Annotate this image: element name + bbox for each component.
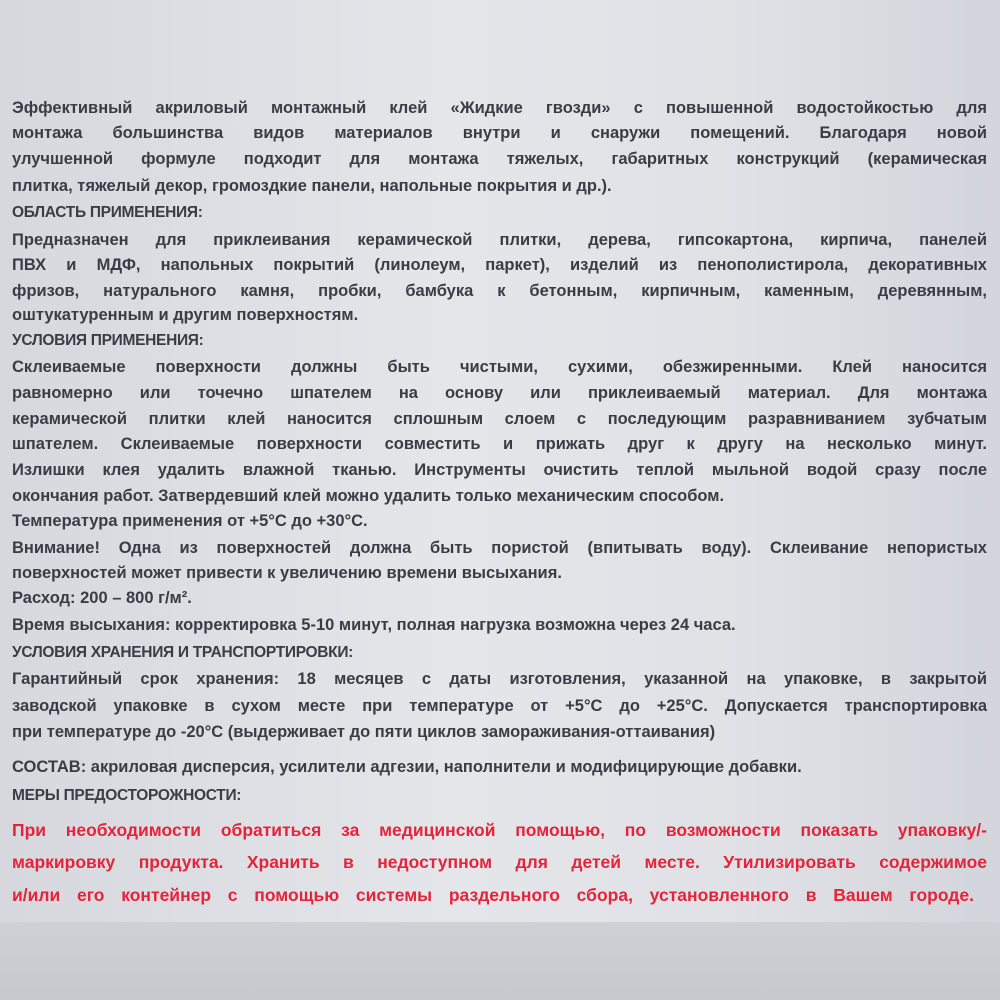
intro-line: улучшенной формуле подходит для монтажа тяжелых, габаритных конструкций (керамическая <box>12 150 987 168</box>
storage-line: при температуре до -20°С (выдерживает до пяти циклов замораживания-оттаивания) <box>12 723 716 741</box>
usage-line: керамической плитки клей наносится сплошным слоем с последующим разравниванием зубчатым <box>12 410 987 428</box>
application-line: Предназначен для приклеивания керамической плитки, дерева, гипсокартона, кирпича, панелей <box>12 231 987 249</box>
intro-line: монтажа большинства видов материалов внутри и снаружи помещений. Благодаря новой <box>12 124 987 142</box>
usage-line: поверхностей может привести к увеличению времени высыхания. <box>12 564 562 582</box>
usage-line: окончания работ. Затвердевший клей можно удалить только механическим способом. <box>12 487 725 505</box>
application-line: ПВХ и МДФ, напольных покрытий (линолеум, паркет), изделий из пенополистирола, декоративных <box>12 256 987 274</box>
background-edge <box>0 922 1000 1000</box>
usage-line: Внимание! Одна из поверхностей должна быть пористой (впитывать воду). Склеивание непористых <box>12 539 987 557</box>
usage-drying-time: Время высыхания: корректировка 5-10 минут, полная нагрузка возможна через 24 часа. <box>12 616 736 634</box>
section-heading-usage-conditions: УСЛОВИЯ ПРИМЕНЕНИЯ: <box>12 332 204 349</box>
storage-line: Гарантийный срок хранения: 18 месяцев с даты изготовления, указанной на упаковке, в закрытой <box>12 670 987 688</box>
usage-line: Склеиваемые поверхности должны быть чистыми, сухими, обезжиренными. Клей наносится <box>12 358 987 376</box>
precaution-line: маркировку продукта. Хранить в недоступном для детей месте. Утилизировать содержимое <box>12 852 987 872</box>
intro-line: Эффективный акриловый монтажный клей «Жидкие гвозди» с повышенной водостойкостью для <box>12 99 987 117</box>
precaution-line: и/или его контейнер с помощью системы раздельного сбора, установленного в Вашем городе. <box>12 885 974 905</box>
section-heading-storage: УСЛОВИЯ ХРАНЕНИЯ И ТРАНСПОРТИРОВКИ: <box>12 644 354 661</box>
composition: СОСТАВ: акриловая дисперсия, усилители адгезии, наполнители и модифицирующие добавки. <box>12 758 802 776</box>
intro-line: плитка, тяжелый декор, громоздкие панели, напольные покрытия и др.). <box>12 177 612 195</box>
usage-line: Излишки клея удалить влажной тканью. Инструменты очистить теплой мыльной водой сразу после <box>12 461 987 479</box>
usage-line: равномерно или точечно шпателем на основу или приклеиваемый материал. Для монтажа <box>12 384 987 402</box>
application-line: фризов, натурального камня, пробки, бамбука к бетонным, кирпичным, каменным, деревянным, <box>12 282 987 300</box>
application-line: оштукатуренным и другим поверхностям. <box>12 306 359 324</box>
usage-consumption: Расход: 200 – 800 г/м². <box>12 589 192 607</box>
usage-line: шпателем. Склеиваемые поверхности совместить и прижать друг к другу на несколько минут. <box>12 435 987 453</box>
storage-line: заводской упаковке в сухом месте при температуре от +5°С до +25°С. Допускается транспортировка <box>12 697 987 715</box>
precaution-line: При необходимости обратиться за медицинской помощью, по возможности показать упаковку/- <box>12 820 987 840</box>
usage-temperature: Температура применения от +5°С до +30°С. <box>12 512 368 530</box>
section-heading-application-area: ОБЛАСТЬ ПРИМЕНЕНИЯ: <box>12 204 203 221</box>
section-heading-precautions: МЕРЫ ПРЕДОСТОРОЖНОСТИ: <box>12 787 242 804</box>
